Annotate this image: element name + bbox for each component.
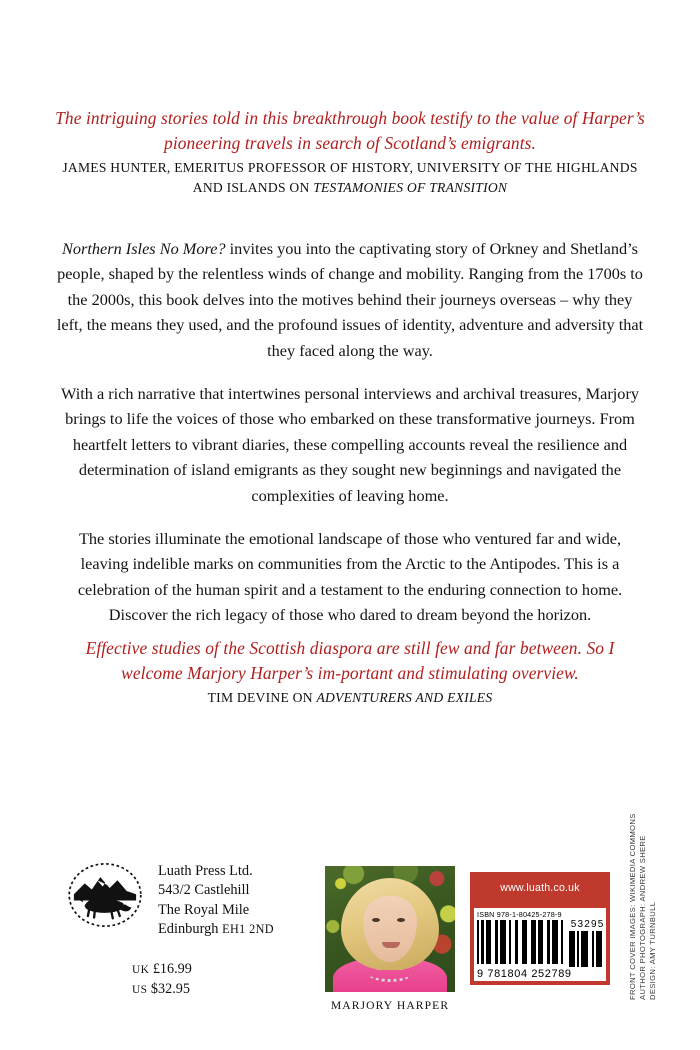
quote-top-attribution-work: TESTAMONIES OF TRANSITION [313,180,508,195]
blurb-book-title: Northern Isles No More? [62,239,226,258]
barcode-addon-block [569,920,605,967]
publisher-address [158,858,274,940]
price-uk-value: £16.99 [152,960,192,977]
publisher-name: Luath Press Ltd. [158,863,253,879]
price-uk-currency: UK [132,963,150,976]
quote-bottom-attribution [55,688,645,708]
author-name-caption: MARJORY HARPER [330,999,450,1012]
publisher-city-postcode [158,920,274,939]
quote-bottom-attribution-work: ADVENTURERS AND EXILES [316,690,493,705]
photo-necklace [369,967,411,982]
credit-design: DESIGN: AMY TURNBULL [648,901,657,1000]
price-block [132,960,306,1000]
blurb-paragraph-3: The stories illuminate the emotional landscape of those who ventured far and wide, leaving indelible marks on communities from the Arctic to the Antipodes. This is a celebration of the human spirit and a testament to the enduring connection to home. Discover the rich legacy of those who dared to dream beyond the horizon. [77,529,623,625]
blurb-body [55,236,645,628]
publisher-city: Edinburgh [158,921,219,938]
photo-eye-right [397,918,405,922]
publisher-postcode: EH1 2ND [222,922,274,937]
quote-top-attribution [55,158,645,198]
isbn-label: ISBN 978-1-80425-278-9 [477,910,562,919]
publisher-website-url[interactable]: www.luath.co.uk [500,882,580,894]
barcode-addon-digits: 53295 [570,919,605,930]
author-photo-block [325,866,455,1012]
quote-top-text: The intriguing stories told in this breakthrough book testify to the value of Harper’s pioneering travels in search of Scotland’s emigrants. [55,108,645,153]
luath-press-logo [66,860,144,930]
quote-bottom-attribution-prefix: TIM DEVINE ON [207,690,317,705]
photo-eye-left [372,918,380,922]
credit-front-cover-images: FRONT COVER IMAGES: WIKIMEDIA COMMONS [628,813,637,1000]
barcode-panel [470,872,610,985]
quote-bottom-text: Effective studies of the Scottish diaspora are still few and far between. So I welcome Marjory Harper’s im-portant and stimulating overview. [85,638,615,683]
cover-credits-lines [628,790,658,1000]
author-portrait-photo [325,866,455,992]
credit-author-photograph: AUTHOR PHOTOGRAPH: ANDREW SHERE [638,835,647,1000]
publisher-area: The Royal Mile [158,901,250,918]
price-us-value: $32.95 [150,980,190,997]
blurb-paragraph-1 [55,236,645,363]
quote-top-attribution-prefix: JAMES HUNTER, EMERITUS PROFESSOR OF HISTORY, UNIVERSITY OF THE HIGHLANDS AND ISLANDS ON [62,160,638,195]
endorsement-quote-bottom [55,636,645,708]
publisher-row [66,858,306,940]
barcode-bars-row [477,920,603,967]
barcode-area [474,908,606,981]
cover-credits [628,580,658,1000]
price-us-currency: US [132,983,148,996]
endorsement-quote-top [55,106,645,198]
publisher-block [66,858,306,1000]
barcode-addon-bars [569,931,605,967]
price-uk [132,960,306,980]
price-us [132,980,306,1000]
blurb-paragraph-1-rest: invites you into the captivating story of Orkney and Shetland’s people, shaped by the relentless winds of change and mobility. Ranging from the 1700s to the 2000s, this book delves into the motives behind their journeys overseas – why they left, the means they used, and the profound issues of identity, adventure and adversity that they faced along the way. [56,239,644,360]
barcode-main-bars [477,920,565,964]
publisher-street: 543/2 Castlehill [158,882,250,899]
blurb-paragraph-2: With a rich narrative that intertwines personal interviews and archival treasures, Marjory brings to life the voices of those who embarked on these transformative journeys. From heartfelt letters to vibrant diaries, these compelling accounts reveal the resilience and determination of island emigrants as they sought new beginnings and navigated the complexities of leaving home. [60,384,640,505]
barcode-digits: 9 781804 252789 [477,968,572,980]
